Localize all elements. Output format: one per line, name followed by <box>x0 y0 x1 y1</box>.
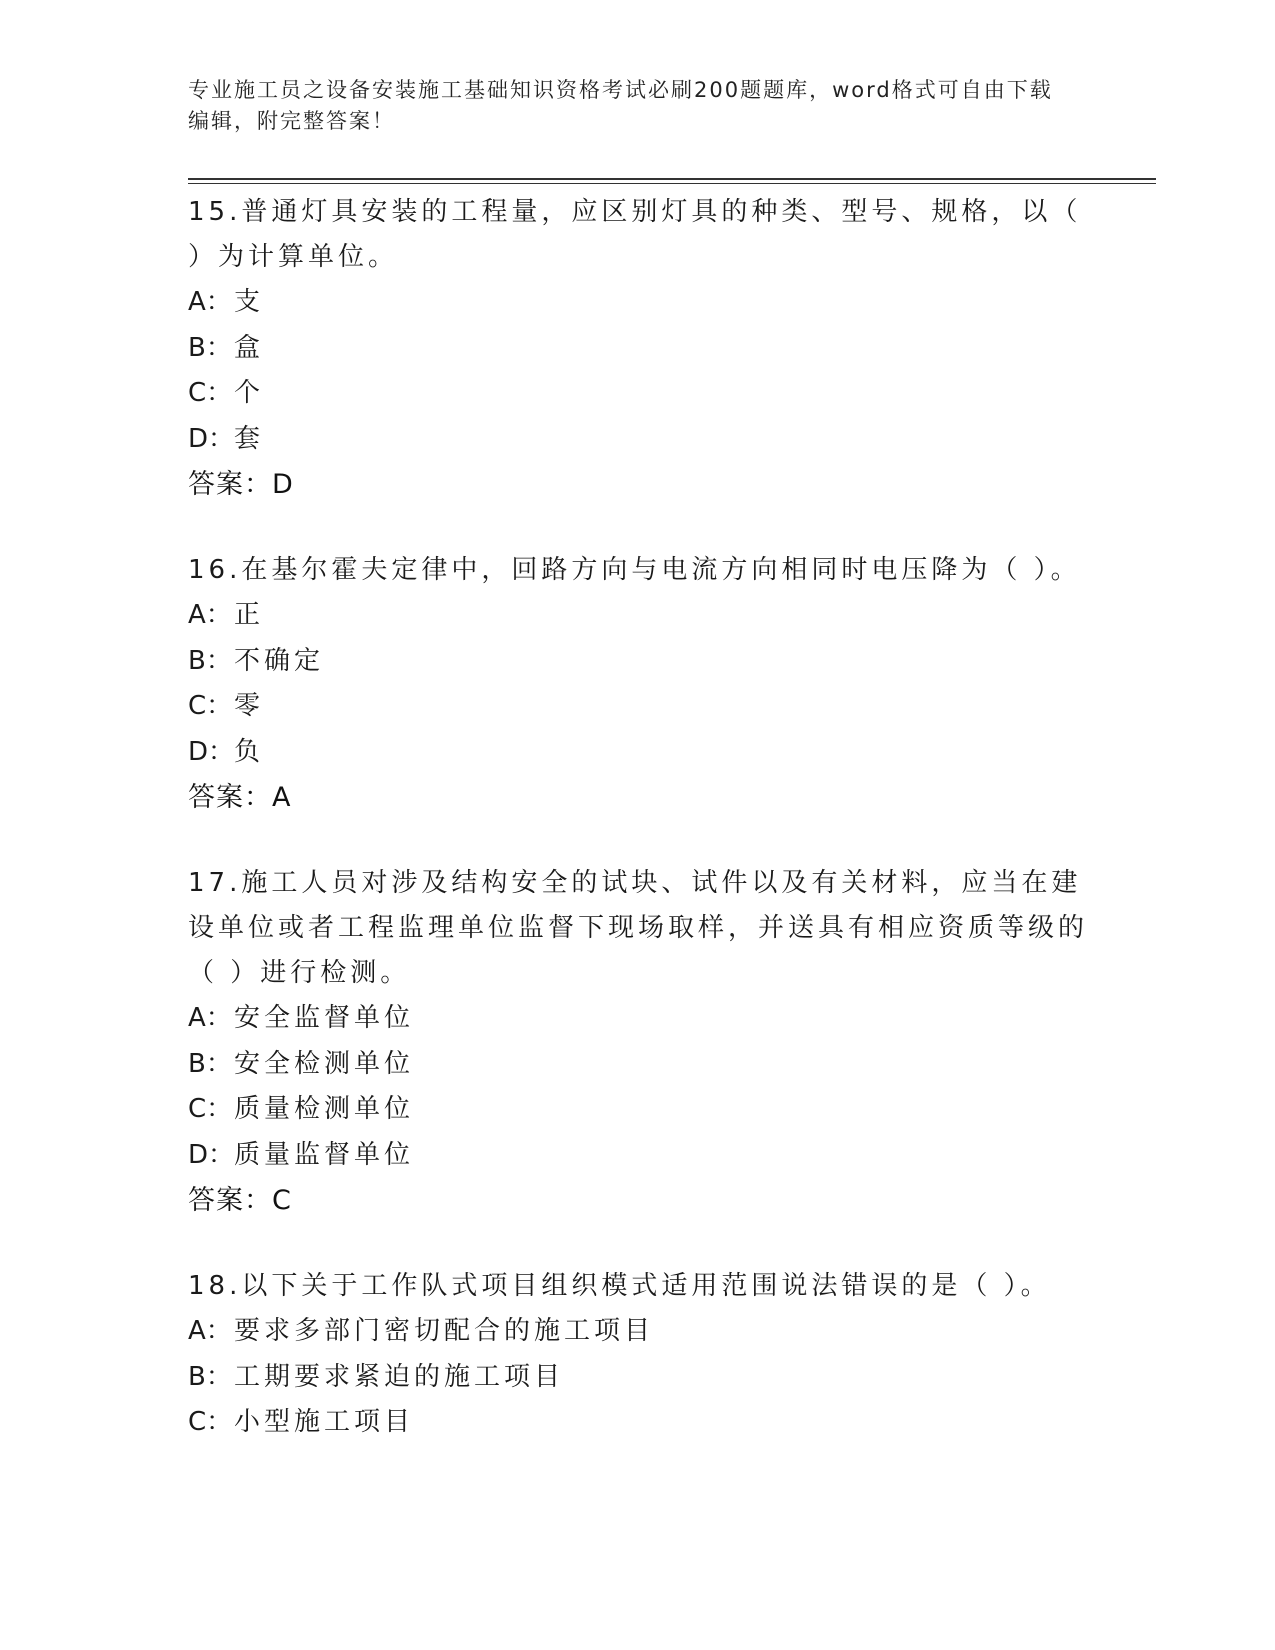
option-letter: A： <box>188 600 232 630</box>
option-a <box>188 593 1088 639</box>
option-text: 支 <box>234 287 265 317</box>
question-text: 17.施工人员对涉及结构安全的试块、试件以及有关材料，应当在建设单位或者工程监理单位监督下现场取样，并送具有相应资质等级的（ ）进行检测。 <box>188 868 1089 988</box>
option-text: 安全监督单位 <box>234 1003 415 1033</box>
document-header: 专业施工员之设备安装施工基础知识资格考试必刷200题题库，word格式可自由下载编辑，附完整答案！ <box>188 78 1053 133</box>
option-c <box>188 1087 1088 1133</box>
option-letter: B： <box>188 1361 232 1392</box>
option-letter: A： <box>188 287 232 317</box>
option-text: 个 <box>234 378 265 408</box>
option-b <box>188 326 1088 372</box>
question-text: 16.在基尔霍夫定律中，回路方向与电流方向相同时电压降为（ ）。 <box>188 555 1081 585</box>
option-letter: A： <box>188 1316 232 1346</box>
answer: 答案：A <box>188 782 292 813</box>
option-b <box>188 639 1088 685</box>
option-text: 小型施工项目 <box>234 1407 415 1437</box>
option-letter: B： <box>188 1048 232 1079</box>
option-text: 盒 <box>234 332 265 363</box>
answer: 答案：C <box>188 1185 292 1216</box>
option-letter: D： <box>188 1139 235 1170</box>
question-list <box>188 190 1088 1486</box>
option-text: 质量监督单位 <box>234 1139 415 1170</box>
option-letter: A： <box>188 1003 232 1033</box>
answer: 答案：D <box>188 469 294 500</box>
option-text: 安全检测单位 <box>234 1048 415 1079</box>
option-letter: D： <box>188 736 235 767</box>
option-text: 质量检测单位 <box>234 1094 415 1124</box>
option-c <box>188 371 1088 417</box>
question-text: 15.普通灯具安装的工程量，应区别灯具的种类、型号、规格，以（ ）为计算单位。 <box>188 197 1082 272</box>
option-letter: C： <box>188 1094 233 1124</box>
question-15 <box>188 190 1088 508</box>
option-letter: C： <box>188 378 233 408</box>
option-text: 工期要求紧迫的施工项目 <box>234 1361 565 1392</box>
option-letter: B： <box>188 332 232 363</box>
header-divider-thin <box>188 183 1156 184</box>
option-letter: C： <box>188 1407 233 1437</box>
option-b <box>188 1355 1088 1401</box>
question-16 <box>188 548 1088 821</box>
option-text: 要求多部门密切配合的施工项目 <box>234 1316 655 1346</box>
option-c <box>188 684 1088 730</box>
option-text: 正 <box>234 600 265 630</box>
option-letter: C： <box>188 691 233 721</box>
question-18 <box>188 1264 1088 1446</box>
option-text: 不确定 <box>234 645 325 676</box>
option-text: 套 <box>234 423 265 454</box>
option-d <box>188 417 1088 463</box>
option-a <box>188 1309 1088 1355</box>
option-text: 零 <box>234 691 265 721</box>
option-a <box>188 996 1088 1042</box>
option-d <box>188 730 1088 776</box>
option-d <box>188 1133 1088 1179</box>
question-text: 18.以下关于工作队式项目组织模式适用范围说法错误的是（ ）。 <box>188 1271 1051 1301</box>
option-b <box>188 1042 1088 1088</box>
option-c <box>188 1400 1088 1446</box>
option-a <box>188 280 1088 326</box>
question-17 <box>188 861 1088 1224</box>
option-text: 负 <box>234 736 265 767</box>
option-letter: B： <box>188 645 232 676</box>
header-divider <box>188 178 1156 180</box>
option-letter: D： <box>188 423 235 454</box>
